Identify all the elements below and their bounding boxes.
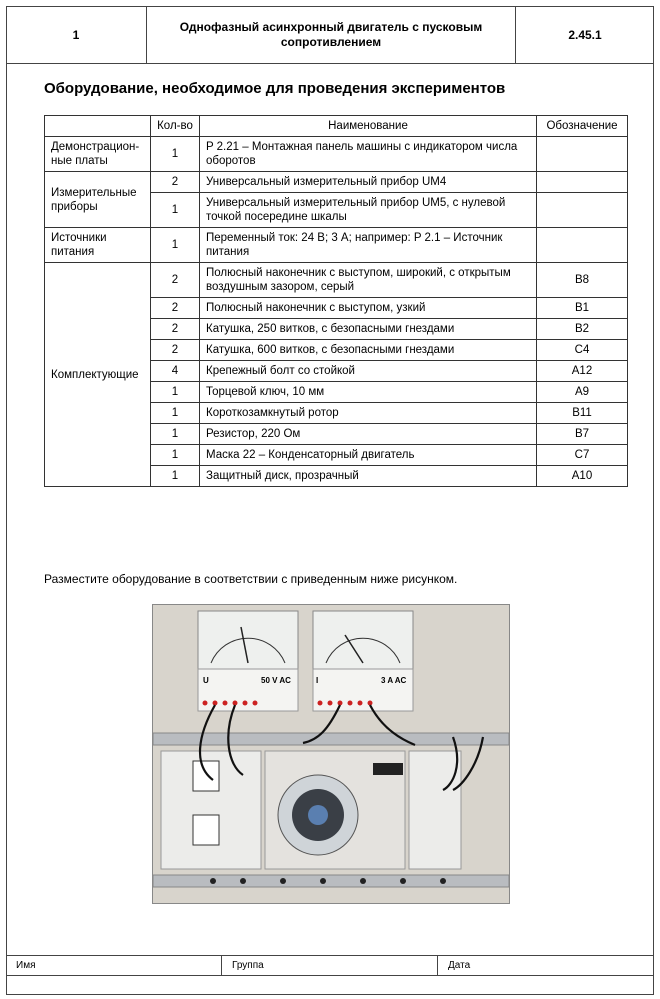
row-name: Торцевой ключ, 10 мм — [200, 382, 537, 403]
row-designation: B2 — [537, 319, 628, 340]
row-name: Резистор, 220 Ом — [200, 424, 537, 445]
row-designation: A10 — [537, 466, 628, 487]
experiment-title: Однофазный асинхронный двигатель с пусковым сопротивлением — [147, 6, 516, 63]
row-designation: B7 — [537, 424, 628, 445]
row-designation: C4 — [537, 340, 628, 361]
category-parts: Комплектующие — [45, 263, 151, 487]
row-qty: 1 — [151, 137, 200, 172]
experiment-number: 1 — [6, 6, 147, 63]
row-designation: A9 — [537, 382, 628, 403]
meter-right-range: 3 A AC — [381, 676, 407, 685]
row-qty: 2 — [151, 340, 200, 361]
row-name: Полюсный наконечник с выступом, широкий, с открытым воздушным зазором, серый — [200, 263, 537, 298]
equipment-photo — [152, 604, 510, 904]
header-qty: Кол-во — [151, 116, 200, 137]
footer-name-label: Имя — [6, 956, 222, 975]
row-qty: 1 — [151, 403, 200, 424]
row-qty: 1 — [151, 466, 200, 487]
row-name: P 2.21 – Монтажная панель машины с индикатором числа оборотов — [200, 137, 537, 172]
row-name: Крепежный болт со стойкой — [200, 361, 537, 382]
row-designation: B8 — [537, 263, 628, 298]
row-name: Полюсный наконечник с выступом, узкий — [200, 298, 537, 319]
row-designation: B1 — [537, 298, 628, 319]
row-qty: 1 — [151, 424, 200, 445]
table-row — [45, 228, 628, 263]
equipment-photo-drawing — [153, 605, 509, 903]
header — [6, 6, 654, 64]
row-designation: A12 — [537, 361, 628, 382]
row-qty: 1 — [151, 193, 200, 228]
table-row — [45, 172, 628, 193]
row-designation — [537, 193, 628, 228]
row-qty: 2 — [151, 263, 200, 298]
row-name: Универсальный измерительный прибор UM4 — [200, 172, 537, 193]
header-name: Наименование — [200, 116, 537, 137]
header-category — [45, 116, 151, 137]
meter-left-u: U — [203, 676, 209, 685]
meter-right-i: I — [316, 676, 319, 685]
row-name: Катушка, 250 витков, с безопасными гнездами — [200, 319, 537, 340]
footer-row — [6, 956, 654, 976]
category-power: Источники питания — [45, 228, 151, 263]
equipment-table — [44, 115, 628, 487]
meter-left-range: 50 V AC — [261, 676, 291, 685]
row-name: Короткозамкнутый ротор — [200, 403, 537, 424]
row-designation: C7 — [537, 445, 628, 466]
row-qty: 2 — [151, 319, 200, 340]
table-header-row — [45, 116, 628, 137]
row-name: Маска 22 – Конденсаторный двигатель — [200, 445, 537, 466]
row-designation — [537, 137, 628, 172]
row-qty: 1 — [151, 445, 200, 466]
row-name: Переменный ток: 24 В; 3 А; например: P 2.1 – Источник питания — [200, 228, 537, 263]
row-designation — [537, 228, 628, 263]
experiment-code: 2.45.1 — [568, 27, 602, 42]
row-name: Защитный диск, прозрачный — [200, 466, 537, 487]
footer-group-label: Группа — [222, 956, 438, 975]
row-qty: 1 — [151, 228, 200, 263]
row-designation — [537, 172, 628, 193]
row-qty: 2 — [151, 298, 200, 319]
table-row — [45, 263, 628, 298]
category-meters: Измерительные приборы — [45, 172, 151, 228]
row-name: Катушка, 600 витков, с безопасными гнездами — [200, 340, 537, 361]
footer-date-label: Дата — [448, 960, 471, 971]
section-title: Оборудование, необходимое для проведения экспериментов — [44, 80, 506, 97]
row-designation: B11 — [537, 403, 628, 424]
row-name: Универсальный измерительный прибор UM5, с нулевой точкой посередине шкалы — [200, 193, 537, 228]
row-qty: 1 — [151, 382, 200, 403]
row-qty: 2 — [151, 172, 200, 193]
table-row — [45, 137, 628, 172]
header-designation: Обозначение — [537, 116, 628, 137]
instruction-text: Разместите оборудование в соответствии с приведенным ниже рисунком. — [44, 572, 458, 586]
row-qty: 4 — [151, 361, 200, 382]
category-demo: Демонстрацион-ные платы — [45, 137, 151, 172]
footer — [6, 955, 654, 995]
